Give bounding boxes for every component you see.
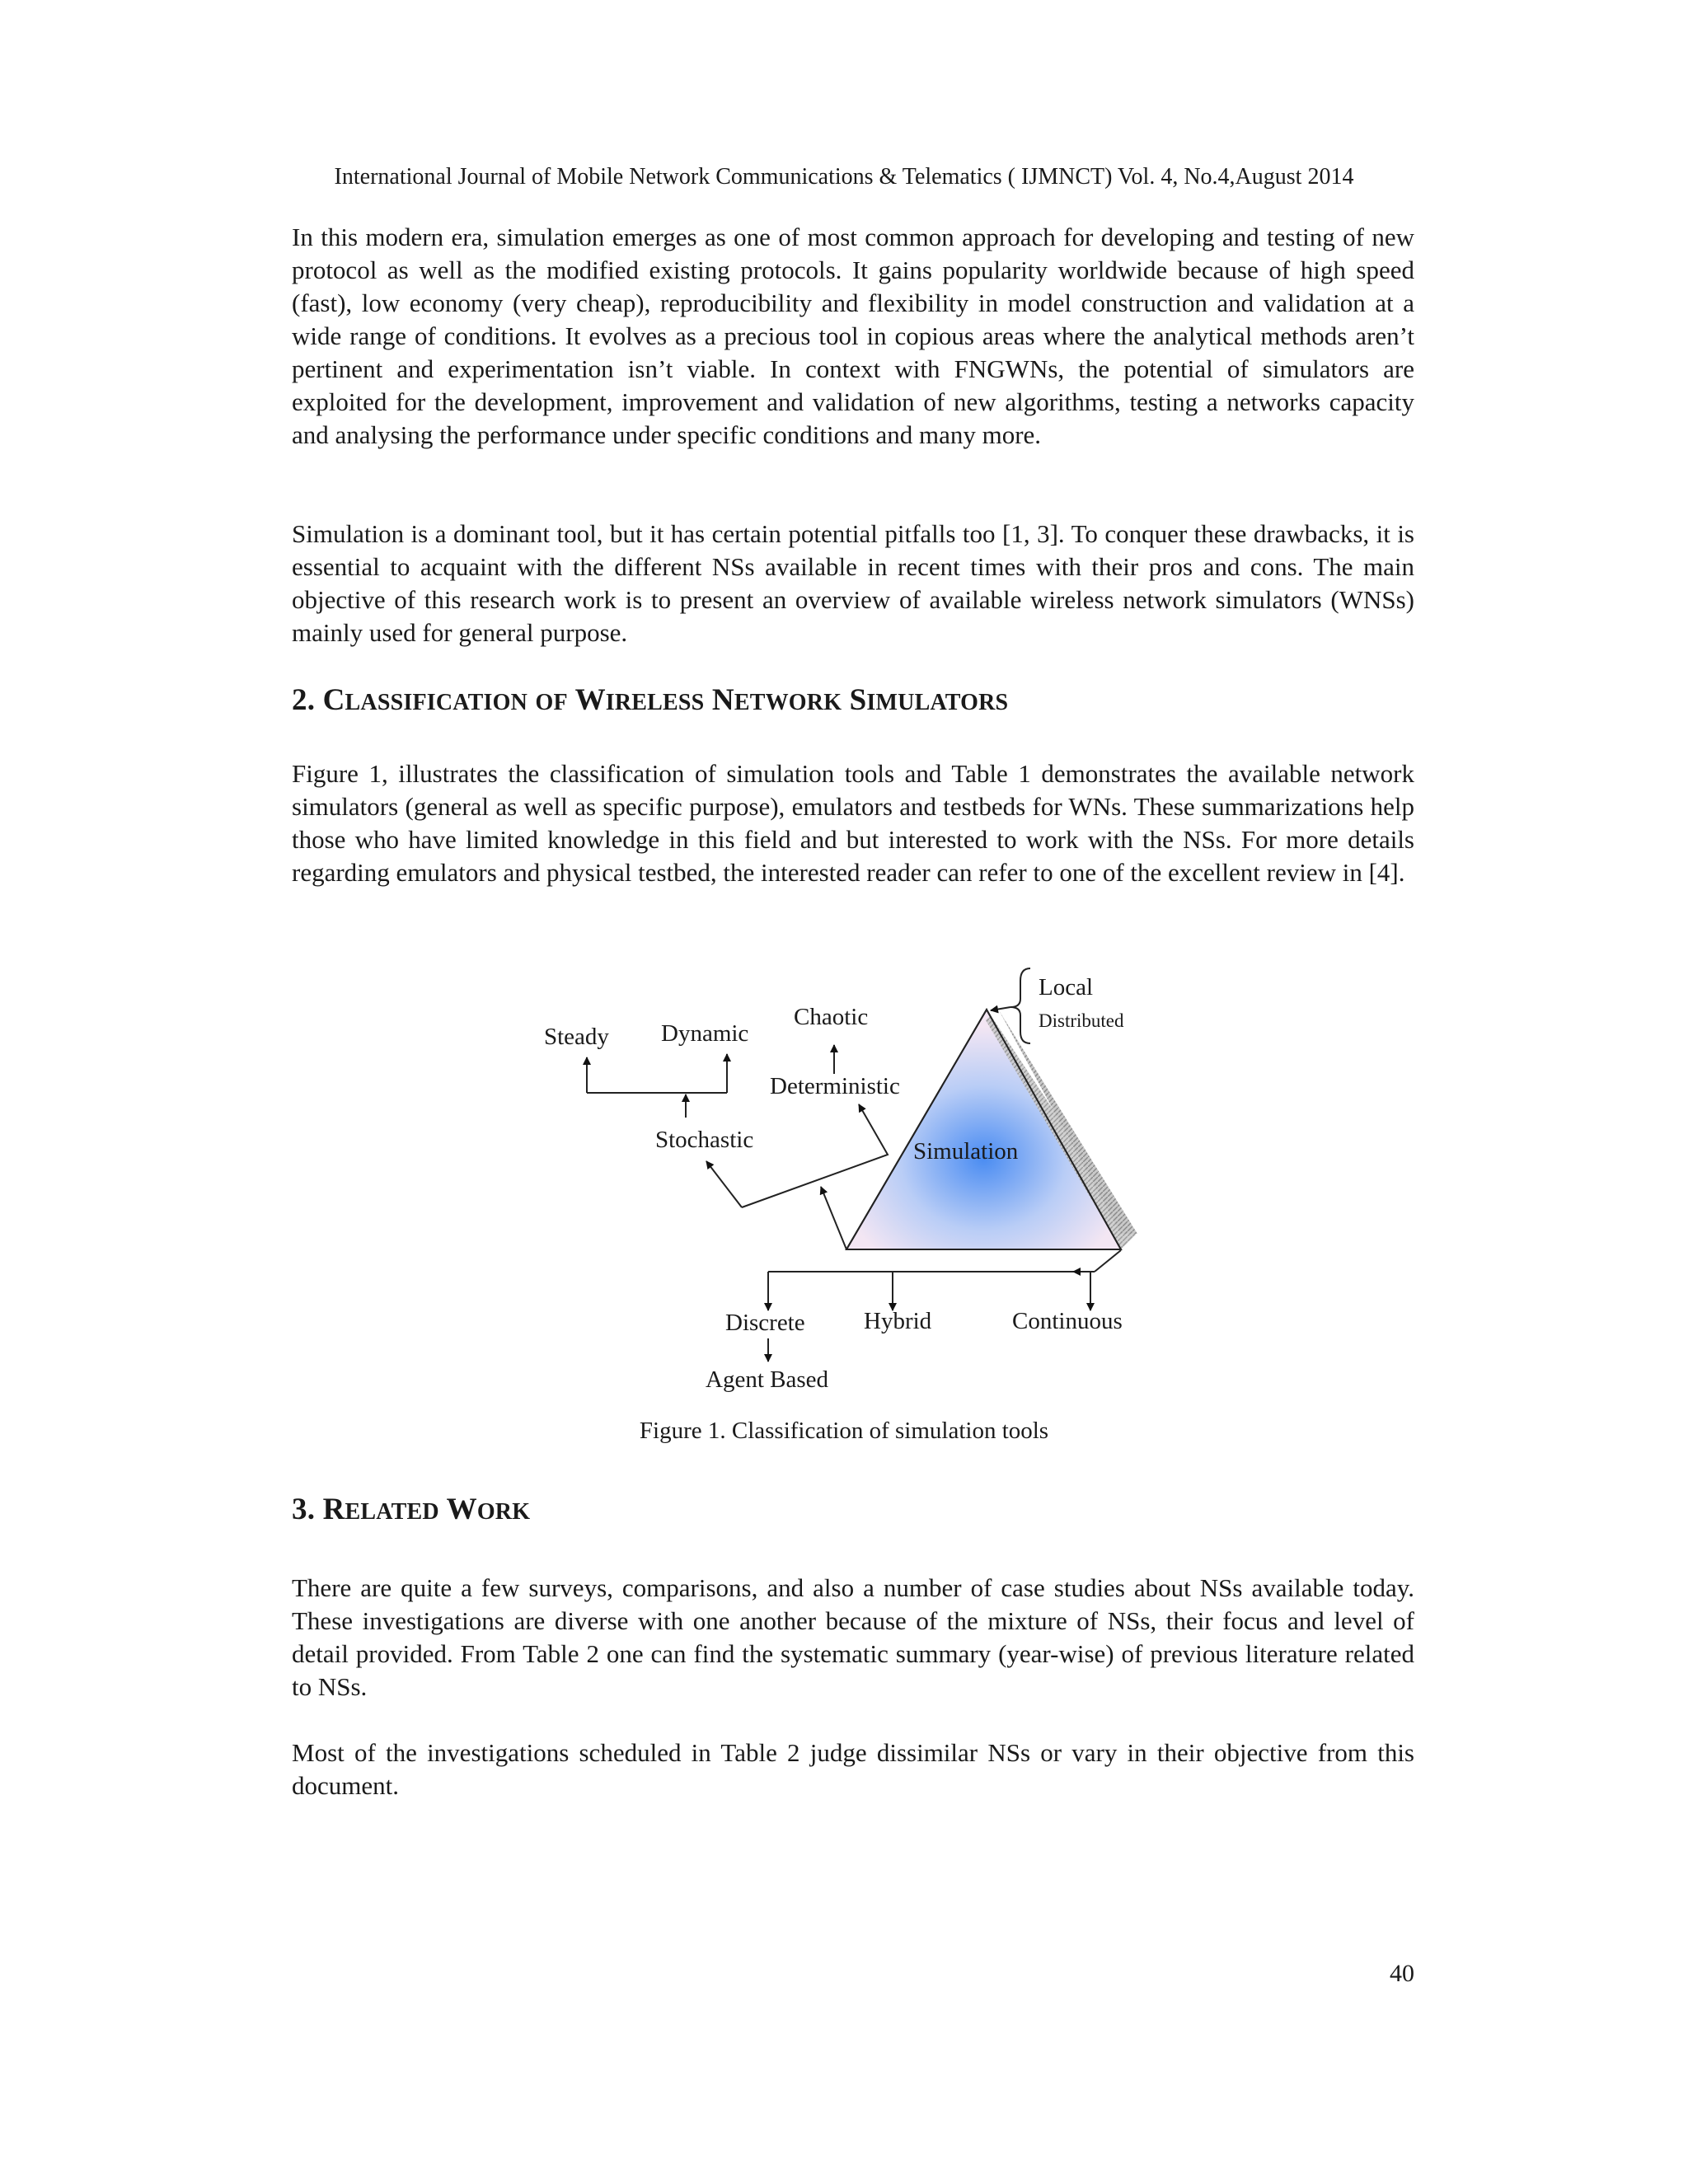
label-distributed: Distributed <box>1039 1010 1124 1031</box>
paragraph-figure-intro: Figure 1, illustrates the classification of simulation tools and Table 1 demonstrates the available network simulators (general as well as specific purpose), emulators and testbeds for WNs. These summarizations help those who have limited knowledge in this field and but interested to work with the NSs. For more details regarding emulators and physical testbed, the interested reader can refer to one of the excellent review in [4]. <box>292 759 1414 887</box>
label-chaotic: Chaotic <box>794 1004 869 1030</box>
paragraph-related-work: There are quite a few surveys, comparisons, and also a number of case studies about NSs available today. These investigations are diverse with one another because of the mixture of NSs, their focus and level of detail provided. From Table 2 one can find the systematic summary (year-wise) of previous literature related to NSs. <box>292 1573 1414 1701</box>
figure-caption: Figure 1. Classification of simulation tools <box>639 1418 1049 1444</box>
heading-words: RELATED WORK <box>322 1493 531 1526</box>
label-dynamic: Dynamic <box>661 1020 749 1047</box>
curly-brace <box>1010 968 1030 1043</box>
section-3-heading: 3. RELATED WORK <box>292 1493 531 1526</box>
arrow-deterministic <box>742 1104 888 1207</box>
heading-words: CLASSIFICATION OF WIRELESS NETWORK SIMULATORS <box>322 683 1009 717</box>
label-steady: Steady <box>544 1024 609 1050</box>
label-deterministic: Deterministic <box>770 1073 900 1099</box>
journal-header: International Journal of Mobile Network Communications & Telematics ( IJMNCT) Vol. 4, No.4,August 2014 <box>334 164 1354 190</box>
paragraph-table2: Most of the investigations scheduled in Table 2 judge dissimilar NSs or vary in their objective from this document. <box>292 1738 1414 1800</box>
page-number: 40 <box>1390 1960 1414 1987</box>
label-hybrid: Hybrid <box>864 1308 932 1334</box>
label-simulation: Simulation <box>913 1138 1019 1165</box>
arrow-triangle-left <box>821 1187 846 1249</box>
paragraph-pitfalls: Simulation is a dominant tool, but it has certain potential pitfalls too [1, 3]. To conquer these drawbacks, it is essential to acquaint with the different NSs available in recent times with their pros and cons. The main objective of this research work is to present an overview of available wireless network simulators (WNSs) mainly used for general purpose. <box>292 519 1414 647</box>
simulation-triangle <box>846 1010 1121 1249</box>
paragraph-intro: In this modern era, simulation emerges as one of most common approach for developing and testing of new protocol as well as the modified existing protocols. It gains popularity worldwide because of high speed (fast), low economy (very cheap), reproducibility and flexibility in model construction and validation at a wide range of conditions. It evolves as a precious tool in copious areas where the analytical methods aren’t pertinent and experimentation isn’t viable. In context with FNGWNs, the potential of simulators are exploited for the development, improvement and validation of new algorithms, testing a networks capacity and analysing the performance under specific conditions and many more. <box>292 223 1414 449</box>
label-discrete: Discrete <box>725 1310 805 1336</box>
label-continuous: Continuous <box>1012 1308 1123 1334</box>
section-2-heading: 2. CLASSIFICATION OF WIRELESS NETWORK SIMULATORS <box>292 683 1009 717</box>
arrow-stochastic <box>706 1161 742 1207</box>
label-local: Local <box>1039 974 1094 1001</box>
label-stochastic: Stochastic <box>655 1127 754 1153</box>
label-agent-based: Agent Based <box>706 1366 828 1393</box>
